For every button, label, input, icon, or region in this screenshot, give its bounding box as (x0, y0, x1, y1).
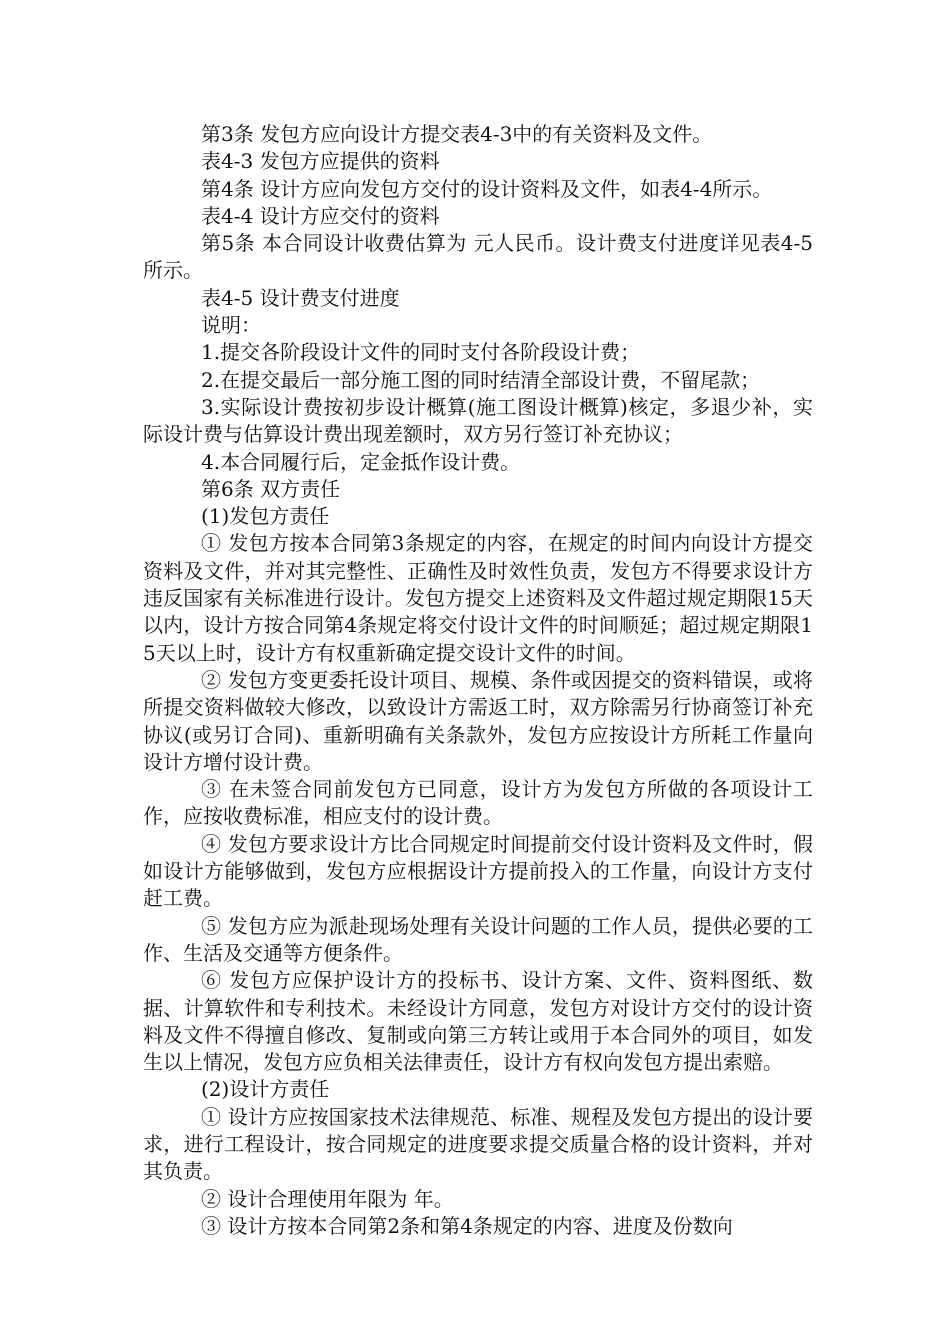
paragraph-article-4: 第4条 设计方应向发包方交付的设计资料及文件，如表4-4所示。 (201, 176, 773, 201)
paragraph-note-2: 2.在提交最后一部分施工图的同时结清全部设计费，不留尾款； (201, 367, 761, 392)
paragraph-article-5: 第5条 本合同设计收费估算为 元人民币。设计费支付进度详见表4-5所示。 (143, 231, 813, 283)
paragraph-note-3: 3.实际设计费按初步设计概算(施工图设计概算)核定，多退少补，实际设计费与估算设计费出现差额时，双方另行签订补充协议； (143, 394, 813, 447)
document-body (143, 121, 813, 1240)
paragraph-client-duty-5: ⑤ 发包方应为派赴现场处理有关设计问题的工作人员，提供必要的工作、生活及交通等方便条件。 (143, 913, 813, 965)
paragraph-designer-duty-2: ② 设计合理使用年限为 年。 (201, 1186, 454, 1211)
paragraph-designer-duty-3: ③ 设计方按本合同第2条和第4条规定的内容、进度及份数向 (201, 1213, 733, 1238)
paragraph-table-4-5-caption: 表4-5 设计费支付进度 (201, 285, 400, 310)
paragraph-designer-duties-heading: (2)设计方责任 (201, 1077, 330, 1102)
paragraph-client-duty-4: ④ 发包方要求设计方比合同规定时间提前交付设计资料及文件时，假如设计方能够做到，发包方应根据设计方提前投入的工作量，向设计方支付赶工费。 (143, 831, 813, 911)
paragraph-notes-heading: 说明： (201, 313, 261, 338)
paragraph-note-1: 1.提交各阶段设计文件的同时支付各阶段设计费； (201, 340, 641, 365)
paragraph-table-4-3-caption: 表4-3 发包方应提供的资料 (201, 149, 440, 174)
paragraph-table-4-4-caption: 表4-4 设计方应交付的资料 (201, 203, 440, 228)
paragraph-client-duty-1: ① 发包方按本合同第3条规定的内容，在规定的时间内向设计方提交资料及文件，并对其完整性、正确性及时效性负责，发包方不得要求设计方违反国家有关标准进行设计。发包方提交上述资料及文件超过规定期限15天以内，设计方按合同第4条规定将交付设计文件的时间顺延；超过规定期限15天以上时，设计方有权重新确定提交设计文件的时间。 (143, 531, 813, 665)
paragraph-client-duties-heading: (1)发包方责任 (201, 504, 330, 529)
paragraph-client-duty-6: ⑥ 发包方应保护设计方的投标书、设计方案、文件、资料图纸、数据、计算软件和专利技术。未经设计方同意，发包方对设计方交付的设计资料及文件不得擅自修改、复制或向第三方转让或用于本合同外的项目，如发生以上情况，发包方应负相关法律责任，设计方有权向发包方提出索赔。 (143, 968, 813, 1075)
paragraph-article-3: 第3条 发包方应向设计方提交表4-3中的有关资料及文件。 (201, 122, 713, 146)
paragraph-note-4: 4.本合同履行后，定金抵作设计费。 (201, 449, 521, 474)
paragraph-client-duty-2: ② 发包方变更委托设计项目、规模、条件或因提交的资料错误，或将所提交资料做较大修改，以致设计方需返工时，双方除需另行协商签订补充协议(或另订合同)、重新明确有关条款外，发包方应按设计方所耗工作量向设计方增付设计费。 (143, 667, 813, 774)
paragraph-designer-duty-1: ① 设计方应按国家技术法律规范、标准、规程及发包方提出的设计要求，进行工程设计，按合同规定的进度要求提交质量合格的设计资料，并对其负责。 (143, 1104, 813, 1184)
paragraph-article-6: 第6条 双方责任 (201, 476, 341, 501)
paragraph-client-duty-3: ③ 在未签合同前发包方已同意，设计方为发包方所做的各项设计工作，应按收费标准，相应支付的设计费。 (143, 777, 813, 829)
